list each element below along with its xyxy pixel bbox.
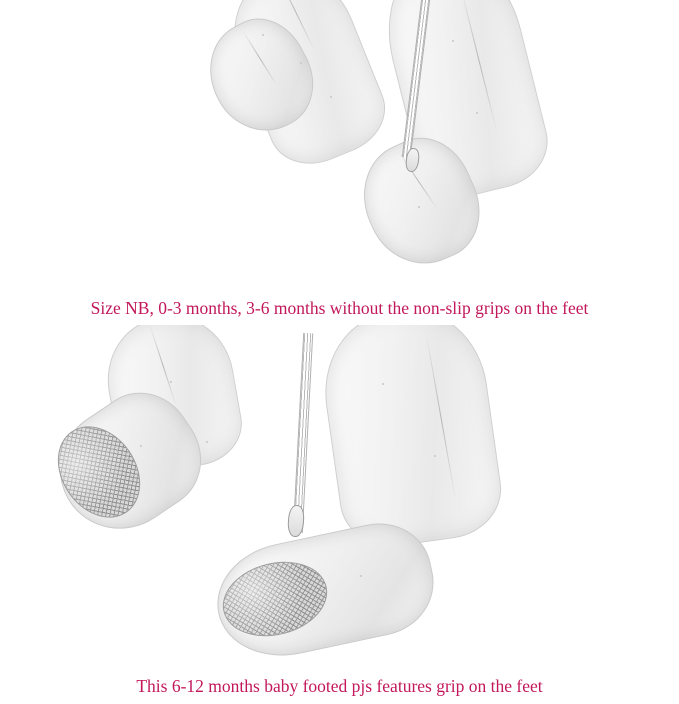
caption-no-grip: Size NB, 0-3 months, 3-6 months without the non-slip grips on the feet xyxy=(90,298,589,318)
footed-pajamas-no-grip-photo xyxy=(0,0,679,292)
texture-speck xyxy=(382,383,384,385)
texture-speck xyxy=(452,40,454,42)
texture-speck xyxy=(434,455,436,457)
texture-speck xyxy=(140,445,142,447)
zipper-track-bottom xyxy=(293,333,313,533)
texture-speck xyxy=(170,381,172,383)
caption-with-grip: This 6-12 months baby footed pjs features grip on the feet xyxy=(136,676,543,696)
texture-speck xyxy=(330,96,332,98)
texture-speck xyxy=(476,112,478,114)
right-leg-with-grip xyxy=(315,325,508,553)
texture-speck xyxy=(262,34,264,36)
texture-speck xyxy=(206,441,208,443)
texture-speck xyxy=(300,62,302,64)
texture-speck xyxy=(360,575,362,577)
footed-pajamas-with-grip-photo xyxy=(0,325,679,670)
texture-speck xyxy=(418,206,420,208)
